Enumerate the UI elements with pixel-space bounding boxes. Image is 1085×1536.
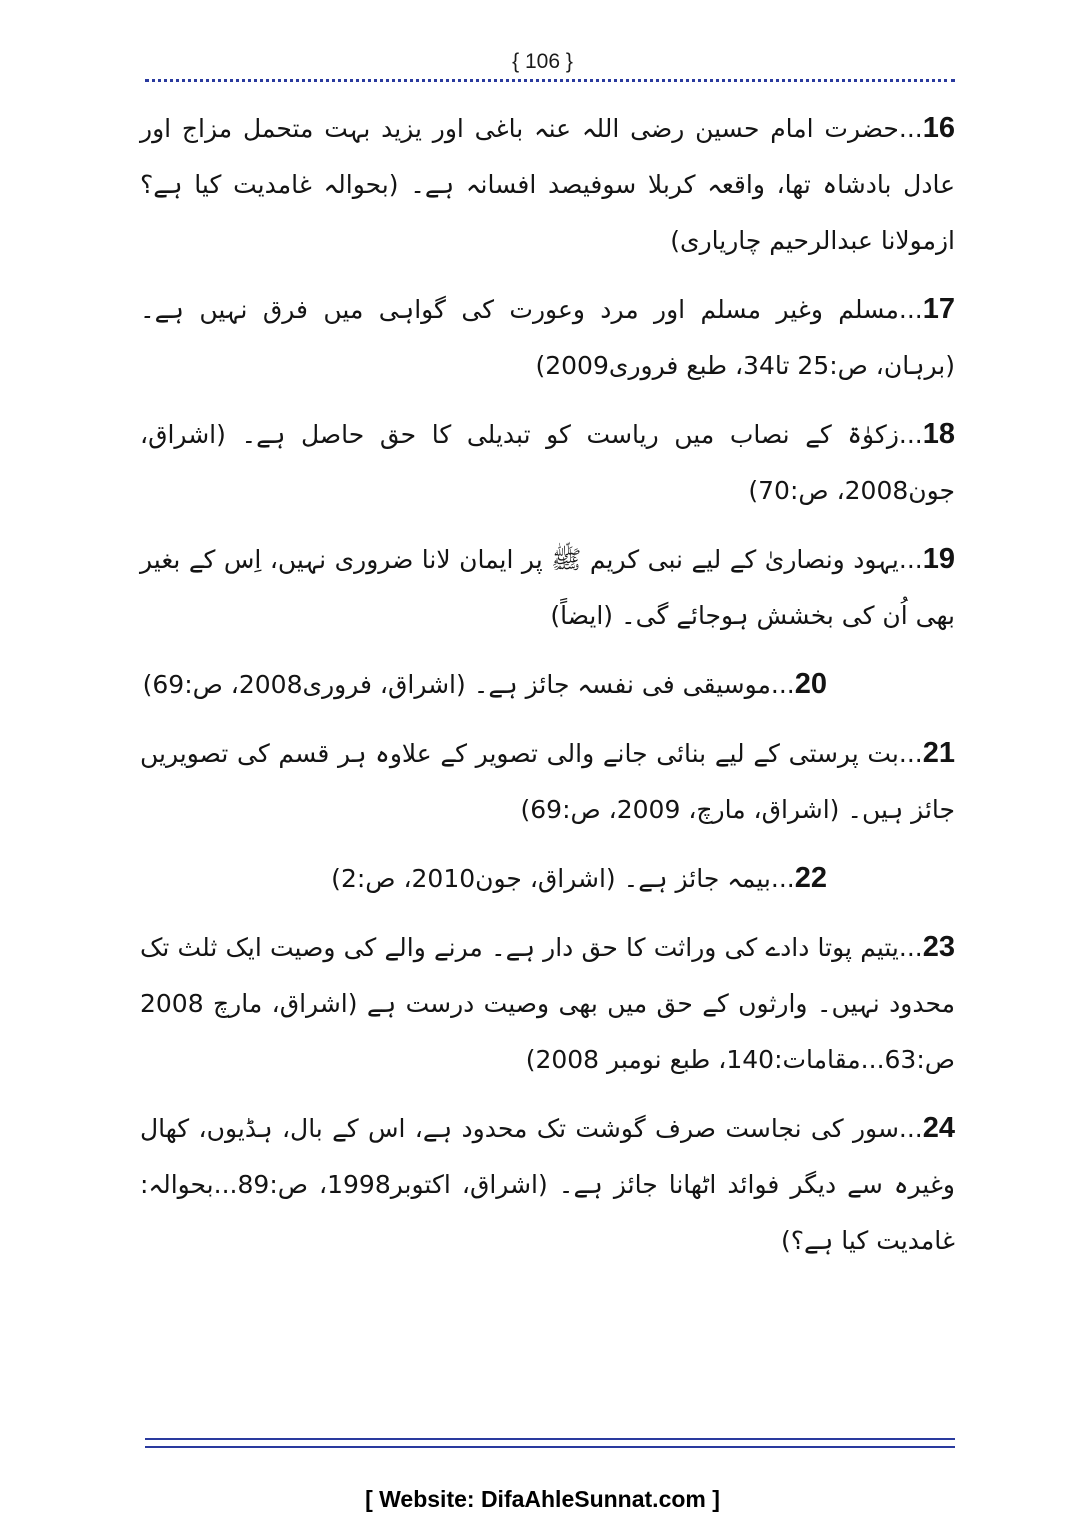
item-20 <box>140 656 955 713</box>
item-text: ...موسیقی فی نفسہ جائز ہے۔ (اشراق، فروری2008، ص:69) <box>142 670 795 699</box>
item-text: ...مسلم وغیر مسلم اور مرد وعورت کی گواہی میں فرق نہیں ہے۔ (برہان، ص:25 تا34، طبع فروری2009) <box>140 295 955 380</box>
item-number: 19 <box>922 543 955 575</box>
item-22 <box>140 850 955 907</box>
bottom-double-divider <box>145 1438 955 1448</box>
item-17 <box>140 281 955 394</box>
item-text: ...بت پرستی کے لیے بنائی جانے والی تصویر کے علاوہ ہر قسم کی تصویریں جائز ہیں۔ (اشراق، مارچ، 2009، ص:69) <box>140 739 955 824</box>
item-text: ...حضرت امام حسین رضی اللہ عنہ باغی اور یزید بہت متحمل مزاج اور عادل بادشاہ تھا، واقعہ کربلا سوفیصد افسانہ ہے۔ (بحوالہ غامدیت کیا ہے؟ ازمولانا عبدالرحیم چاریاری) <box>140 114 955 255</box>
item-number: 17 <box>922 293 955 325</box>
item-text: ...بیمہ جائز ہے۔ (اشراق، جون2010، ص:2) <box>331 864 795 893</box>
item-24 <box>140 1100 955 1269</box>
item-number: 24 <box>922 1112 955 1144</box>
item-text: ...یہود ونصاریٰ کے لیے نبی کریم ﷺ پر ایمان لانا ضروری نہیں، اِس کے بغیر بھی اُن کی بخشش ہوجائے گی۔ (ایضاً) <box>140 545 955 630</box>
item-number: 22 <box>794 862 827 894</box>
website-footer: [ Website: DifaAhleSunnat.com ] <box>365 1486 720 1512</box>
item-text: ...یتیم پوتا دادے کی وراثت کا حق دار ہے۔ مرنے والے کی وصیت ایک ثلث تک محدود نہیں۔ وارثوں کے حق میں بھی وصیت درست ہے (اشراق، مارچ 2008 ص:63...مقامات:140، طبع نومبر 2008) <box>140 933 955 1074</box>
item-text: ...زکوٰۃ کے نصاب میں ریاست کو تبدیلی کا حق حاصل ہے۔ (اشراق، جون2008، ص:70) <box>140 420 955 505</box>
item-text: ...سور کی نجاست صرف گوشت تک محدود ہے، اس کے بال، ہڈیوں، کھال وغیرہ سے دیگر فوائد اٹھانا جائز ہے۔ (اشراق، اکتوبر1998، ص:89...بحوالہ: غامدیت کیا ہے؟) <box>140 1114 955 1255</box>
item-number: 18 <box>922 418 955 450</box>
item-19 <box>140 531 955 644</box>
page-number: { 106 } <box>512 50 573 73</box>
item-number: 16 <box>922 112 955 144</box>
top-dotted-divider <box>145 79 955 82</box>
item-18 <box>140 406 955 519</box>
item-number: 23 <box>922 931 955 963</box>
item-number: 20 <box>794 668 827 700</box>
page-content <box>140 100 955 1281</box>
item-number: 21 <box>922 737 955 769</box>
item-21 <box>140 725 955 838</box>
item-23 <box>140 919 955 1088</box>
item-16 <box>140 100 955 269</box>
